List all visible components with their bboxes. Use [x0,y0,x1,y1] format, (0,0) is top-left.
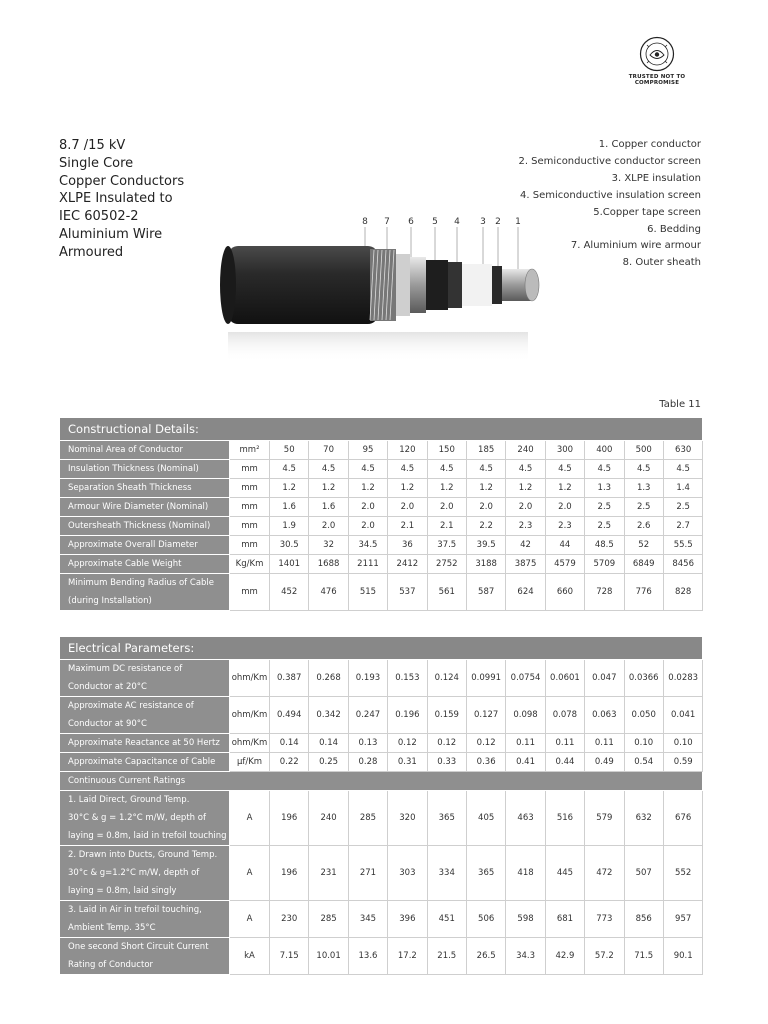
value-cell: 21.5 [427,938,466,975]
table-row [60,846,703,901]
value-cell: 10.01 [309,938,348,975]
value-cell: 2.0 [466,498,505,517]
pakistan-cables-emblem-icon [639,36,675,72]
value-cell: 0.153 [388,660,427,697]
value-cell: 1.9 [270,517,309,536]
title-line: 8.7 /15 kV [59,138,126,153]
unit-cell: Kg/Km [230,555,270,574]
value-cell: 2.0 [348,498,387,517]
value-cell: 0.11 [585,734,624,753]
value-cell: 0.54 [624,753,663,772]
value-cell: 7.15 [270,938,309,975]
value-cell: 345 [348,901,387,938]
cable-label: 7 [384,217,390,227]
value-cell: 1.2 [466,479,505,498]
row-label: Separation Sheath Thickness [60,479,230,498]
value-cell: 2.0 [348,517,387,536]
value-cell: 303 [388,846,427,901]
legend-item: 7. Aluminium wire armour [570,240,701,252]
unit-cell: A [230,901,270,938]
table-row [60,772,703,791]
value-cell: 4.5 [466,460,505,479]
value-cell: 2.0 [427,498,466,517]
legend-item: 6. Bedding [647,223,701,235]
value-cell: 2.0 [506,498,545,517]
value-cell: 0.25 [309,753,348,772]
value-cell: 230 [270,901,309,938]
value-cell: 1.2 [309,479,348,498]
value-cell: 4.5 [348,460,387,479]
value-cell: 1.6 [270,498,309,517]
value-cell: 1.2 [270,479,309,498]
value-cell: 472 [585,846,624,901]
value-cell: 957 [663,901,703,938]
table-row [60,536,703,555]
unit-cell: mm [230,479,270,498]
value-cell: 2.3 [506,517,545,536]
value-cell: 0.050 [624,697,663,734]
table-row [60,697,703,734]
value-cell: 0.33 [427,753,466,772]
unit-cell: ohm/Km [230,697,270,734]
legend-item: 5.Copper tape screen [593,206,701,218]
value-cell: 120 [388,441,427,460]
unit-cell: kA [230,938,270,975]
value-cell: 6849 [624,555,663,574]
legend-item: 3. XLPE insulation [611,172,701,184]
value-cell: 0.0601 [545,660,584,697]
value-cell: 365 [466,846,505,901]
value-cell: 0.14 [309,734,348,753]
value-cell: 0.193 [348,660,387,697]
value-cell: 17.2 [388,938,427,975]
value-cell: 0.11 [545,734,584,753]
value-cell: 50 [270,441,309,460]
table-row [60,498,703,517]
title-line: Single Core [59,155,134,171]
value-cell: 2.0 [545,498,584,517]
value-cell: 0.494 [270,697,309,734]
value-cell: 39.5 [466,536,505,555]
value-cell: 196 [270,846,309,901]
value-cell: 240 [309,791,348,846]
value-cell: 4.5 [585,460,624,479]
value-cell: 0.387 [270,660,309,697]
table-row [60,938,703,975]
legend-item: 2. Semiconductive conductor screen [518,155,701,167]
row-label: One second Short Circuit Current Rating of Conductor [60,938,230,975]
value-cell: 516 [545,791,584,846]
row-label: Maximum DC resistance of Conductor at 20°C [60,660,230,697]
value-cell: 0.342 [309,697,348,734]
value-cell: 400 [585,441,624,460]
value-cell: 0.49 [585,753,624,772]
title-line: Armoured [59,244,124,260]
value-cell: 624 [506,574,545,611]
title-line: Copper Conductors [59,173,185,189]
table-row [60,555,703,574]
table-row [60,460,703,479]
value-cell: 500 [624,441,663,460]
table-row [60,901,703,938]
product-title [59,137,184,262]
title-line: IEC 60502-2 [59,209,139,225]
legend-item: 4. Semiconductive insulation screen [520,189,701,201]
value-cell: 57.2 [585,938,624,975]
table-row [60,734,703,753]
table-row [60,479,703,498]
value-cell: 2.0 [309,517,348,536]
value-cell: 828 [663,574,703,611]
value-cell: 0.063 [585,697,624,734]
value-cell: 2.3 [545,517,584,536]
value-cell: 13.6 [348,938,387,975]
row-label: 3. Laid in Air in trefoil touching, Ambient Temp. 35°C [60,901,230,938]
value-cell: 1.4 [663,479,703,498]
value-cell: 0.31 [388,753,427,772]
value-cell: 0.0283 [663,660,703,697]
title-line: XLPE Insulated to [59,191,173,207]
value-cell: 1.6 [309,498,348,517]
value-cell: 34.3 [506,938,545,975]
value-cell: 2.1 [388,517,427,536]
value-cell: 34.5 [348,536,387,555]
unit-cell: ohm/Km [230,734,270,753]
table-number: Table 11 [659,399,701,410]
row-label: Approximate AC resistance of Conductor at 90°C [60,697,230,734]
value-cell: 660 [545,574,584,611]
value-cell: 776 [624,574,663,611]
cable-label: 5 [432,217,438,227]
title-line: Aluminium Wire [59,226,163,242]
value-cell: 2111 [348,555,387,574]
value-cell: 1.2 [545,479,584,498]
value-cell: 506 [466,901,505,938]
value-cell: 334 [427,846,466,901]
table-row [60,441,703,460]
value-cell: 0.10 [624,734,663,753]
cable-label: 8 [362,217,368,227]
value-cell: 681 [545,901,584,938]
row-label: 2. Drawn into Ducts, Ground Temp. 30°c & g=1.2°C m/W, depth of laying = 0.8m, laid singly [60,846,230,901]
brand-tagline: TRUSTED NOT TO COMPROMISE [628,74,686,86]
value-cell: 0.268 [309,660,348,697]
value-cell: 55.5 [663,536,703,555]
value-cell: 405 [466,791,505,846]
value-cell: 0.14 [270,734,309,753]
value-cell: 8456 [663,555,703,574]
value-cell: 4.5 [663,460,703,479]
value-cell: 452 [270,574,309,611]
unit-cell: mm [230,498,270,517]
value-cell: 1401 [270,555,309,574]
row-label: 1. Laid Direct, Ground Temp. 30°C & g = 1.2°C m/W, depth of laying = 0.8m, laid in trefoil touching [60,791,230,846]
value-cell: 579 [585,791,624,846]
value-cell: 451 [427,901,466,938]
value-cell: 396 [388,901,427,938]
value-cell: 1.3 [624,479,663,498]
table-header: Constructional Details: [60,418,703,441]
unit-cell: µf/Km [230,753,270,772]
value-cell: 0.10 [663,734,703,753]
value-cell: 300 [545,441,584,460]
value-cell: 2.6 [624,517,663,536]
value-cell: 0.44 [545,753,584,772]
value-cell: 42 [506,536,545,555]
value-cell: 0.12 [466,734,505,753]
row-label: Outersheath Thickness (Nominal) [60,517,230,536]
row-label: Approximate Overall Diameter [60,536,230,555]
row-label: Minimum Bending Radius of Cable (during Installation) [60,574,230,611]
value-cell: 2.1 [427,517,466,536]
unit-cell: ohm/Km [230,660,270,697]
constructional-details-table [59,417,703,611]
row-label: Approximate Capacitance of Cable [60,753,230,772]
value-cell: 598 [506,901,545,938]
value-cell: 271 [348,846,387,901]
cable-label: 1 [515,217,521,227]
value-cell: 1.3 [585,479,624,498]
cable-label: 2 [495,217,501,227]
value-cell: 4.5 [388,460,427,479]
value-cell: 0.127 [466,697,505,734]
value-cell: 1688 [309,555,348,574]
value-cell: 418 [506,846,545,901]
value-cell: 1.2 [506,479,545,498]
value-cell: 0.0754 [506,660,545,697]
row-label: Approximate Cable Weight [60,555,230,574]
unit-cell: mm² [230,441,270,460]
value-cell: 0.159 [427,697,466,734]
electrical-parameters-table [59,636,703,975]
value-cell: 445 [545,846,584,901]
value-cell: 0.22 [270,753,309,772]
value-cell: 0.12 [427,734,466,753]
value-cell: 0.098 [506,697,545,734]
value-cell: 2.5 [585,517,624,536]
value-cell: 42.9 [545,938,584,975]
value-cell: 95 [348,441,387,460]
cable-cross-section-illustration [210,214,550,384]
value-cell: 630 [663,441,703,460]
value-cell: 30.5 [270,536,309,555]
value-cell: 1.2 [348,479,387,498]
value-cell: 537 [388,574,427,611]
value-cell: 70 [309,441,348,460]
table-row [60,791,703,846]
value-cell: 90.1 [663,938,703,975]
table-row [60,753,703,772]
value-cell: 507 [624,846,663,901]
value-cell: 37.5 [427,536,466,555]
value-cell: 515 [348,574,387,611]
unit-cell: A [230,846,270,901]
unit-cell: mm [230,460,270,479]
value-cell: 285 [348,791,387,846]
unit-cell: mm [230,574,270,611]
table-row [60,517,703,536]
value-cell: 0.247 [348,697,387,734]
value-cell: 4.5 [545,460,584,479]
value-cell: 5709 [585,555,624,574]
value-cell: 2.0 [388,498,427,517]
unit-cell: A [230,791,270,846]
value-cell: 320 [388,791,427,846]
value-cell: 0.196 [388,697,427,734]
value-cell: 26.5 [466,938,505,975]
value-cell: 4.5 [309,460,348,479]
value-cell: 0.59 [663,753,703,772]
value-cell: 365 [427,791,466,846]
value-cell: 0.36 [466,753,505,772]
value-cell: 728 [585,574,624,611]
row-label: Approximate Reactance at 50 Hertz [60,734,230,753]
value-cell: 196 [270,791,309,846]
table-row [60,574,703,611]
cable-label: 6 [408,217,414,227]
value-cell: 52 [624,536,663,555]
value-cell: 4579 [545,555,584,574]
value-cell: 32 [309,536,348,555]
value-cell: 587 [466,574,505,611]
row-label: Insulation Thickness (Nominal) [60,460,230,479]
value-cell: 3188 [466,555,505,574]
value-cell: 676 [663,791,703,846]
value-cell: 0.047 [585,660,624,697]
value-cell: 240 [506,441,545,460]
cable-label: 3 [480,217,486,227]
value-cell: 1.2 [388,479,427,498]
value-cell: 36 [388,536,427,555]
value-cell: 2752 [427,555,466,574]
value-cell: 0.0991 [466,660,505,697]
value-cell: 0.124 [427,660,466,697]
value-cell: 2.5 [663,498,703,517]
unit-cell: mm [230,517,270,536]
table-row [60,660,703,697]
value-cell: 0.11 [506,734,545,753]
value-cell: 150 [427,441,466,460]
row-label: Armour Wire Diameter (Nominal) [60,498,230,517]
value-cell: 2.5 [624,498,663,517]
value-cell: 463 [506,791,545,846]
value-cell: 0.041 [663,697,703,734]
value-cell: 4.5 [624,460,663,479]
value-cell: 552 [663,846,703,901]
value-cell: 1.2 [427,479,466,498]
value-cell: 0.13 [348,734,387,753]
value-cell: 2.7 [663,517,703,536]
value-cell: 0.41 [506,753,545,772]
table-header: Electrical Parameters: [60,637,703,660]
unit-cell: mm [230,536,270,555]
value-cell: 0.078 [545,697,584,734]
value-cell: 4.5 [270,460,309,479]
value-cell: 476 [309,574,348,611]
value-cell: 2.2 [466,517,505,536]
value-cell: 185 [466,441,505,460]
value-cell: 2.5 [585,498,624,517]
value-cell: 0.28 [348,753,387,772]
value-cell: 632 [624,791,663,846]
value-cell: 4.5 [506,460,545,479]
value-cell: 4.5 [427,460,466,479]
value-cell: 3875 [506,555,545,574]
value-cell: 856 [624,901,663,938]
legend-item: 1. Copper conductor [598,139,701,150]
value-cell: 231 [309,846,348,901]
value-cell: 71.5 [624,938,663,975]
value-cell: 285 [309,901,348,938]
row-label: Nominal Area of Conductor [60,441,230,460]
row-label: Continuous Current Ratings [60,772,703,791]
legend-item: 8. Outer sheath [622,257,701,269]
value-cell: 44 [545,536,584,555]
value-cell: 0.0366 [624,660,663,697]
cable-label: 4 [454,217,460,227]
value-cell: 48.5 [585,536,624,555]
value-cell: 773 [585,901,624,938]
brand-logo [612,36,702,86]
value-cell: 2412 [388,555,427,574]
value-cell: 561 [427,574,466,611]
value-cell: 0.12 [388,734,427,753]
